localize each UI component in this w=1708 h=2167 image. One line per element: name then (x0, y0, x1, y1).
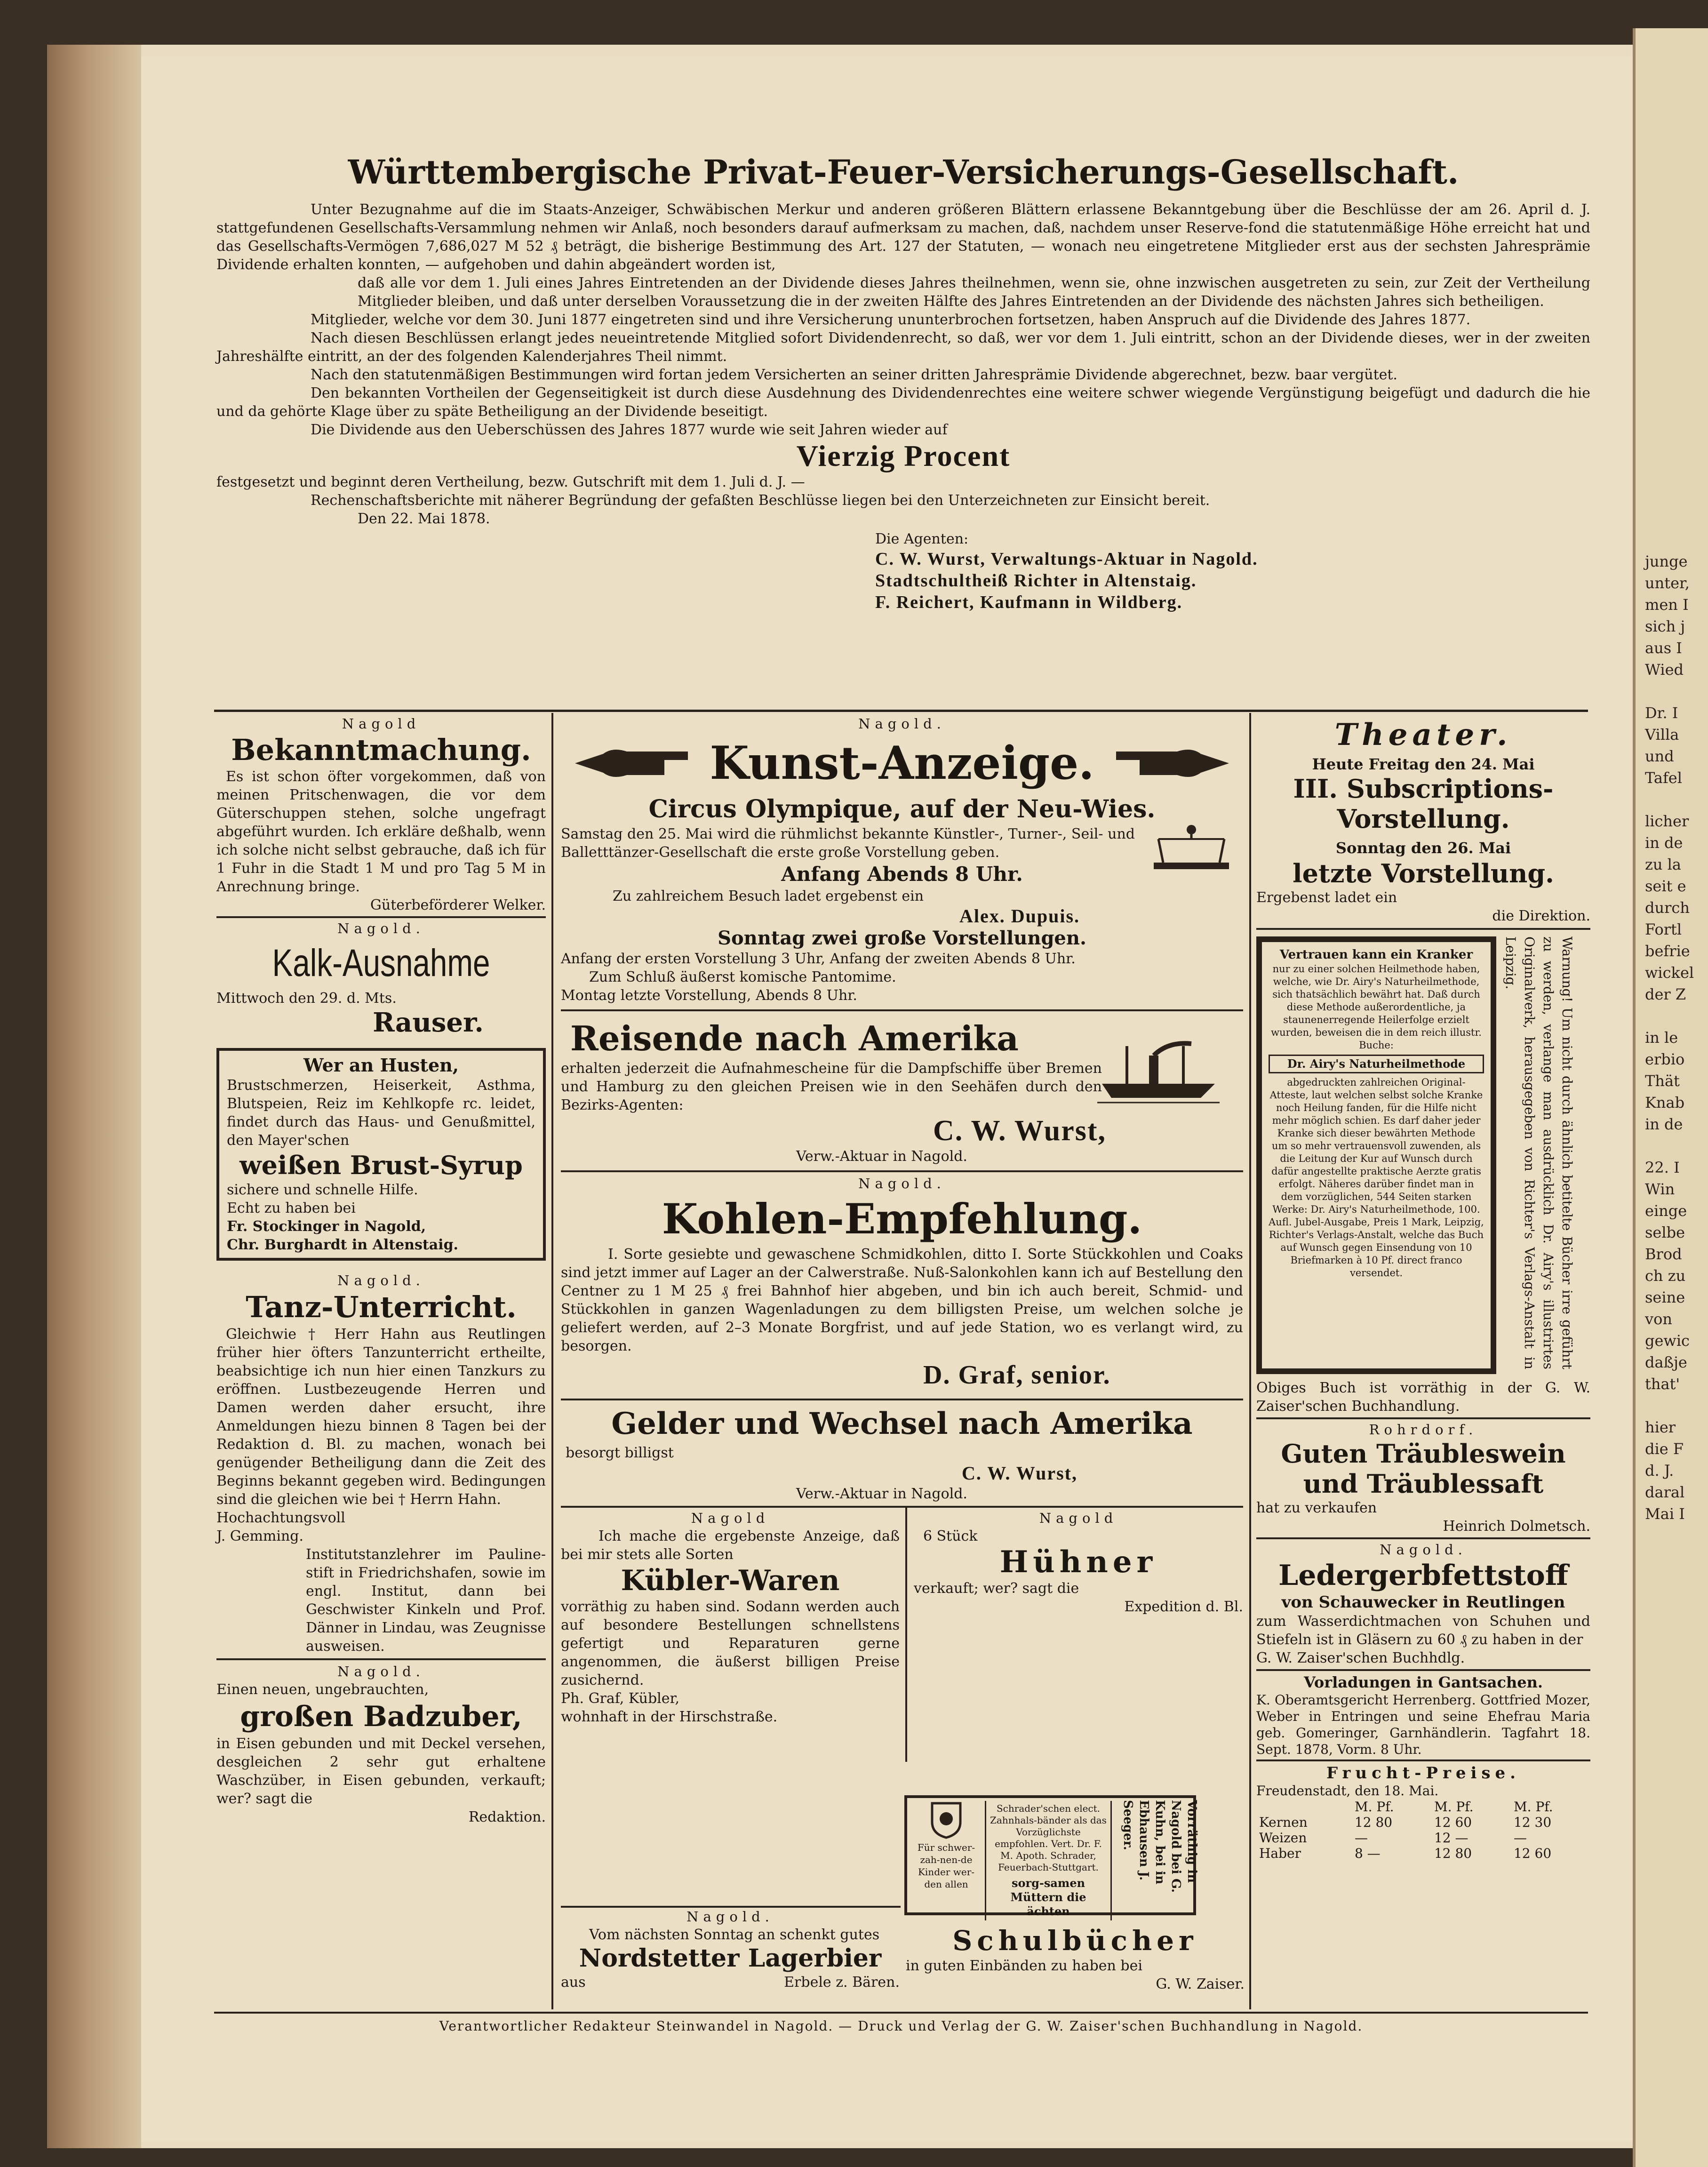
kunst-sub: Circus Olympique, auf der Neu-Wies. (648, 795, 1156, 824)
vorladung-title: Vorladungen in Gantsachen. (1304, 1673, 1543, 1691)
bek-place: Nagold (342, 716, 421, 732)
neighbor-line (1636, 1135, 1708, 1157)
tanz-sign: J. Gemming. (216, 1528, 304, 1544)
kunst-invite: Zu zahlreichem Besuch ladet ergebenst ein (613, 888, 924, 904)
frucht-val: — (1354, 1830, 1368, 1846)
frucht-name: Haber (1259, 1846, 1301, 1861)
header-rule (214, 710, 1588, 712)
col-1 (216, 715, 546, 1826)
badzuber-text: in Eisen gebunden und mit Deckel versehen, desgleichen 2 sehr gut erhaltene Waschzüber, in Eisen gebunden, verkauft; wer? sagt die (216, 1735, 546, 1807)
lagerbier-tail: aus (561, 1974, 586, 1991)
neighbor-line: wickel (1645, 964, 1694, 982)
theater-l1: Heute Freitag den 24. Mai (1312, 755, 1535, 773)
lagerbier-ad (561, 1908, 900, 1991)
feuer-p7: Die Dividende aus den Ueberschüssen des Jahres 1877 wurde wie seit Jahren wieder auf (311, 422, 948, 438)
kunst-t3: Zum Schluß äußerst komische Pantomime. (589, 969, 896, 985)
huehner-place: Nagold (1039, 1510, 1118, 1526)
badzuber-sign: Redaktion. (468, 1809, 546, 1825)
frucht-name: Weizen (1259, 1830, 1307, 1846)
wein-text: hat zu verkaufen (1256, 1500, 1377, 1516)
zahnhals-mid (985, 1801, 1112, 1920)
feuer-p6: Den bekannten Vortheilen der Gegenseitigkeit ist durch diese Ausdehnung des Dividendenrechtes eine weitere schwer wiegende Vergünstigung beigefügt und dadurch die hie und da gehörte Klage über zu späte Betheiligung an der Dividende beseitigt. (216, 385, 1590, 420)
neighbor-line: erbio (1645, 1050, 1685, 1068)
kohlen-title: Kohlen-Empfehlung. (662, 1194, 1142, 1243)
frucht-val: 12 60 (1434, 1815, 1472, 1830)
steamship-icon (1097, 1037, 1220, 1107)
kunst-sign: Alex. Dupuis. (959, 905, 1080, 927)
neighbor-line: von (1645, 1310, 1672, 1328)
husten-s2: Chr. Burghardt in Altenstaig. (227, 1237, 458, 1253)
neighbor-line: und (1645, 747, 1674, 765)
agents-head: Die Agenten: (875, 531, 969, 547)
kohlen-place: Nagold. (858, 1175, 946, 1191)
frucht-header-row (1256, 1799, 1590, 1815)
neighbor-line: unter, (1645, 574, 1690, 592)
agent-1: C. W. Wurst, Verwaltungs-Aktuar in Nagold. (875, 549, 1258, 569)
theater-sign: die Direktion. (1492, 908, 1590, 924)
zahnhals-a: Für schwer-zah-nen-de Kinder wer-den allen (917, 1842, 975, 1890)
neighbor-line: durch (1645, 899, 1690, 917)
feuer-p3: Mitglieder, welche vor dem 30. Juni 1877 eingetreten sind und ihre Versicherung ununterbrochen fortsetzen, haben Anspruch auf die Dividende des Jahres 1877. (311, 312, 1471, 328)
kunst-title: Kunst-Anzeige. (710, 736, 1094, 790)
feuer-title: Württembergische Privat-Feuer-Versicherungs-Gesellschaft. (348, 152, 1459, 192)
feuer-p2: daß alle vor dem 1. Juli eines Jahres Eintretenden an der Dividende dieses Jahres theilnehmen, wenn sie, ohne inzwischen ausgetreten zu sein, zur Zeit der Vertheilung Mitglieder bleiben, und daß unter derselben Voraussetzung die in der zweiten Hälfte des Jahres Eintretenden an der Dividende des nächsten Jahres sich betheiligen. (358, 275, 1590, 310)
zahnhals-ad-box (904, 1795, 1199, 1918)
schulbuecher-sign: G. W. Zaiser. (1156, 1976, 1245, 1992)
husten-s1: Fr. Stockinger in Nagold, (227, 1218, 426, 1235)
bek-title: Bekanntmachung. (231, 733, 531, 767)
col-rule-1 (551, 713, 553, 2009)
kunst-text: Samstag den 25. Mai wird die rühmlichst bekannte Künstler-, Turner-, Seil- und Balletttänzer-Gesellschaft die erste große Vorstellung geben. (561, 826, 1135, 861)
feuer-p8: festgesetzt und beginnt deren Vertheilung, bezw. Gutschrift mit dem 1. Juli d. J. — (216, 474, 805, 490)
neighbor-line: Brod (1645, 1245, 1682, 1263)
neighbor-line: der Z (1645, 985, 1686, 1003)
airy-tail: Obiges Buch ist vorräthig in der G. W. Zaiser'schen Buchhandlung. (1256, 1380, 1590, 1415)
airy-side-text: Warnung! Um nicht durch ähnlich betitelte Bücher irre geführt zu werden, verlange man ausdrücklich Dr. Airy's illustrirtes Originalwerk, herausgegeben von Richter's Verlags-Anstalt in Leipzig. (1503, 936, 1575, 1369)
zahnhals-d: Vorräthig in Nagold bei G. Kuhn, bei in Ebhausen J. Seeger. (1121, 1800, 1199, 1893)
amerika-sign: C. W. Wurst, (933, 1115, 1106, 1147)
frucht-table (1256, 1799, 1590, 1861)
tanz-sign2: Institutstanzlehrer im Pauline-stift in Friedrichshafen, sowie im engl. Institut, dann bei Geschwister Kinkeln und Prof. Dänner in Lindau, was Zeugnisse ausweisen. (306, 1546, 546, 1655)
feuer-p9: Rechenschaftsberichte mit näherer Begründung der gefaßten Beschlüsse liegen bei den Unterzeichneten zur Einsicht bereit. (311, 492, 1210, 509)
footer-text: Verantwortlicher Redakteur Steinwandel in Nagold. — Druck und Verlag der G. W. Zaiser'schen Buchhandlung in Nagold. (439, 2018, 1363, 2034)
lagerbier-place: Nagold. (686, 1909, 774, 1925)
frucht-col: M. Pf. (1513, 1799, 1553, 1815)
frucht-val: — (1513, 1830, 1527, 1846)
neighbor-line: Win (1645, 1180, 1675, 1198)
theater-big2: letzte Vorstellung. (1293, 858, 1554, 888)
leder-sub: von Schauwecker in Reutlingen (1281, 1593, 1565, 1612)
airy-head: Vertrauen kann ein Kranker (1279, 948, 1473, 962)
amerika-sign2: Verw.-Aktuar in Nagold. (796, 1148, 967, 1165)
neighbor-line (1636, 789, 1708, 810)
huehner-pre: 6 Stück (923, 1528, 978, 1544)
frucht-val: 8 — (1354, 1846, 1381, 1861)
badzuber-place: Nagold. (337, 1663, 425, 1679)
acrobat-icon (1144, 820, 1238, 881)
neighbor-line: licher (1645, 812, 1689, 830)
feuer-big: Vierzig Procent (796, 439, 1011, 472)
neighbor-line: Mai I (1645, 1505, 1685, 1523)
tanz-rule (216, 1658, 546, 1660)
wein-rule (1256, 1537, 1590, 1539)
airy-rule (1256, 1417, 1590, 1419)
bek-rule (216, 916, 546, 918)
kalk-sign: Rauser. (373, 1007, 484, 1038)
zahnhals-b: Schrader'schen elect. Zahnhals-bänder als das Vorzüglichste empfohlen. Vert. Dr. F. M. Apoth. Schrader, Feuerbach-Stuttgart. (990, 1803, 1107, 1873)
kohlen-sign: D. Graf, senior. (923, 1360, 1111, 1390)
kunst-place: Nagold. (858, 716, 946, 732)
zahnhals-c: sorg-samen Müttern die ächten (1010, 1876, 1086, 1918)
frucht-col: M. Pf. (1354, 1799, 1394, 1815)
airy-t2: abgedruckten zahlreichen Original-Atteste, laut welchen selbst solche Kranke noch Heilung fanden, für die Hilfe nicht mehr möglich schien. Es darf daher jeder Kranke sich dieser bewährten Methode um so mehr vertrauensvoll zuwenden, als die Leitung der Kur auf Wunsch durch dafür angestellte praktische Aerzte gratis erfolgt. Näheres darüber findet man in dem vorzüglichen, 544 Seiten starken Werke: Dr. Airy's Naturheilmethode, 100. Aufl. Jubel-Ausgabe, Preis 1 Mark, Leipzig, Richter's Verlags-Anstalt, welche das Buch auf Wunsch gegen Einsendung von 10 Briefmarken à 10 Pf. direct franco versendet. (1269, 1077, 1484, 1279)
neighbor-line: junge (1645, 552, 1688, 570)
theater-l3: Ergebenst ladet ein (1256, 889, 1397, 906)
feuer-p4: Nach diesen Beschlüssen erlangt jedes neueintretende Mitglied sofort Dividendenrecht, so daß, wer vor dem 1. Juli eintritt, schon an der Dividende dieses, wer in der zweiten Jahreshälfte eintritt, an der des folgenden Kalenderjahres Theil nimmt. (216, 330, 1590, 365)
lagerbier-pre: Vom nächsten Sonntag an schenkt gutes (589, 1927, 880, 1943)
kuebler-ad (561, 1510, 900, 1726)
neighbor-line: ch zu (1645, 1267, 1686, 1285)
tanz-greet: Hochachtungsvoll (216, 1510, 345, 1526)
neighbor-line: die F (1645, 1440, 1684, 1458)
huehner-sign: Expedition d. Bl. (1124, 1599, 1243, 1615)
kalk-title: Kalk-Ausnahme (272, 942, 490, 984)
neighbor-line: befrie (1645, 942, 1690, 960)
husten-head: Wer an Husten, (303, 1055, 459, 1076)
neighbor-line: aus I (1645, 639, 1682, 657)
husten-big: weißen Brust-Syrup (239, 1150, 523, 1180)
neighbor-line: seine (1645, 1288, 1685, 1306)
frucht-row (1256, 1846, 1590, 1861)
kalk-place: Nagold. (337, 920, 425, 936)
frucht-val: 12 — (1434, 1830, 1469, 1846)
frucht-val: 12 80 (1434, 1846, 1472, 1861)
leder-text: zum Wasserdichtmachen von Schuhen und Stiefeln ist in Gläsern zu 60 ₰ zu haben in der (1256, 1613, 1590, 1648)
neighbor-text (1636, 28, 1708, 1525)
huehner-title: Hühner (999, 1544, 1157, 1580)
frucht-val: 12 30 (1513, 1815, 1552, 1830)
neighbor-line (1636, 680, 1708, 702)
kohlen-rule (561, 1399, 1243, 1400)
feuer-agents (875, 530, 1590, 613)
husten-box (216, 1048, 546, 1261)
kohlen-text: I. Sorte gesiebte und gewaschene Schmidkohlen, ditto I. Sorte Stückkohlen und Coaks sind jetzt immer auf Lager an der Calwerstraße. Nuß-Salonkohlen kann ich auf Bestellung den Centner zu 1 M 25 ₰ frei Bahnhof hier abgeben, und bin ich auch bereit, Schmid- und Stückkohlen in ganzen Wagenladungen zu dem billigsten Preise, um welchen solche je geliefert werden, auf 2–3 Monate Borgfrist, und auf jede Station, wo es verlangt wird, zu besorgen. (561, 1246, 1243, 1354)
neighbor-line: zu la (1645, 856, 1681, 873)
schulbuecher-text: in guten Einbänden zu haben bei (906, 1958, 1142, 1974)
vorladung-text: K. Oberamtsgericht Herrenberg. Gottfried Mozer, Weber in Entringen und seine Ehefrau Maria geb. Gomeringer, Garnhändlerin. Tagfahrt 18. Sept. 1878, Vorm. 8 Uhr. (1256, 1692, 1590, 1757)
neighbor-line: that' (1645, 1375, 1680, 1393)
feuer-p1: Unter Bezugnahme auf die im Staats-Anzeiger, Schwäbischen Merkur und anderen größeren Blättern erlassene Bekanntgebung über die Beschlüsse der am 26. April d. J. stattgefundenen Gesellschafts-Versammlung nehmen wir Anlaß, noch besonders darauf aufmerksam zu machen, daß, nachdem unser Reserve-fond die statutenmäßige Höhe erreicht hat und das Gesellschafts-Vermögen 7,686,027 M 52 ₰ beträgt, die bisherige Bestimmung des Art. 127 der Statuten, — wonach neu eingetretene Mitglieder erst aus der sechsten Jahresprämie Dividende erhalten konnten, — aufgehoben und dahin abgeändert worden ist, (216, 201, 1590, 273)
neighbor-line: daßje (1645, 1353, 1687, 1371)
neighbor-line: selbe (1645, 1223, 1685, 1241)
kuebler-text2: vorräthig zu haben sind. Sodann werden auch auf besondere Bestellungen schnellstens gefertigt und Reparaturen gerne angenommen, die äußerst billigen Preise zusichernd. (561, 1599, 900, 1688)
pointing-hand-right-icon (1111, 737, 1234, 789)
badzuber-title: großen Badzuber, (240, 1700, 522, 1733)
wein-place: Rohrdorf. (1369, 1422, 1478, 1438)
neighbor-line: Wied (1645, 661, 1684, 679)
huehner-text: verkauft; wer? sagt die (914, 1580, 1079, 1597)
feuer-date: Den 22. Mai 1878. (358, 511, 490, 527)
leder-rule (1256, 1669, 1590, 1671)
col-rule-2 (1249, 713, 1251, 2009)
feuer-p5: Nach den statutenmäßigen Bestimmungen wird fortan jedem Versicherten an seiner dritten Jahresprämie Dividende abgerechnet, bezw. baar vergütet. (311, 367, 1397, 383)
book-spine (47, 45, 141, 2148)
kunst-sunday: Sonntag zwei große Vorstellungen. (718, 927, 1086, 949)
neighbor-line: in de (1645, 834, 1683, 852)
footer-rule (214, 2012, 1588, 2014)
frucht-row (1256, 1815, 1590, 1830)
subcol-rule (905, 1508, 907, 1762)
kunst-t4: Montag letzte Vorstellung, Abends 8 Uhr. (561, 987, 857, 1004)
tanz-text: Gleichwie † Herr Hahn aus Reutlingen früher hier öfters Tanzunterricht ertheilte, beabsichtige ich nun hier einen Tanzkurs zu eröffnen. Lustbezeugende Herren und Damen werden daher ersucht, ihre Anmeldungen hiezu binnen 8 Tagen bei der Redaktion d. Bl. zu machen, wonach bei genügender Betheiligung dann die Zeit des Beginns bekannt gegeben wird. Bedingungen sind die gleichen wie bei † Herrn Hahn. (216, 1326, 546, 1508)
amerika-title: Reisende nach Amerika (570, 1018, 1019, 1058)
frucht-title: Frucht-Preise. (1326, 1764, 1521, 1783)
gelder-sign2: Verw.-Aktuar in Nagold. (796, 1486, 967, 1502)
neighbor-line: seit e (1645, 877, 1686, 895)
huehner-ad (914, 1510, 1243, 1616)
leder-title: Ledergerbfettstoff (1278, 1559, 1568, 1592)
kuebler-place: Nagold (691, 1510, 770, 1526)
neighbor-line: Dr. I (1645, 704, 1678, 722)
tanz-title: Tanz-Unterricht. (246, 1290, 517, 1324)
neighbor-page-edge (1633, 28, 1708, 2167)
neighbor-line: Fortl (1645, 920, 1682, 938)
theater-rule (1256, 928, 1590, 930)
neighbor-line: Villa (1645, 726, 1679, 744)
lagerbier-sign: Erbele z. Bären. (784, 1974, 900, 1991)
theater-big: III. Subscriptions-Vorstellung. (1293, 774, 1554, 834)
col-2 (561, 715, 1243, 1762)
lagerbier-title: Nordstetter Lagerbier (579, 1944, 882, 1973)
bek-text: Es ist schon öfter vorgekommen, daß von meinen Pritschenwagen, die vor dem Güterschuppen stehen, solche ungefragt abgeführt wurden. Ich erkläre deßhalb, wenn ich solche nicht selbst gebrauche, daß ich für 1 Fuhr in die Stadt 1 M und pro Tag 5 M in Anrechnung bringe. (216, 768, 546, 895)
lagerbier-top-rule (561, 1906, 901, 1908)
airy-box (1256, 936, 1496, 1374)
husten-text: Brustschmerzen, Heiserkeit, Asthma, Blutspeien, Reiz im Kehlkopfe rc. leidet, findet durch das Haus- und Genußmittel, den Mayer'schen (227, 1077, 535, 1149)
neighbor-line: men I (1645, 596, 1689, 614)
neighbor-line: Thät (1645, 1072, 1680, 1090)
zahnhals-right (1120, 1800, 1199, 1913)
bek-sign: Güterbeförderer Welker. (370, 897, 546, 913)
agent-2: Stadtschultheiß Richter in Altenstaig. (875, 571, 1197, 591)
kuebler-sign2: wohnhaft in der Hirschstraße. (561, 1709, 778, 1725)
airy-band: Dr. Airy's Naturheilmethode (1269, 1055, 1484, 1073)
agent-3: F. Reichert, Kaufmann in Wildberg. (875, 592, 1183, 612)
shield-icon (930, 1801, 963, 1839)
neighbor-line: in de (1645, 1115, 1683, 1133)
kunst-rule (561, 1009, 1243, 1011)
airy-side (1501, 936, 1590, 1374)
schulbuecher-title: Schulbücher (952, 1925, 1198, 1957)
kuebler-text: Ich mache die ergebenste Anzeige, daß bei mir stets alle Sorten (561, 1528, 900, 1563)
neighbor-line: hier (1645, 1418, 1676, 1436)
neighbor-line: Knab (1645, 1094, 1685, 1111)
kalk-line: Mittwoch den 29. d. Mts. (216, 990, 397, 1007)
col-3 (1256, 715, 1590, 1861)
leder-sign: G. W. Zaiser'schen Buchhdlg. (1256, 1650, 1465, 1666)
frucht-val: 12 60 (1513, 1846, 1552, 1861)
husten-echt: Echt zu haben bei (227, 1200, 356, 1216)
gelder-sign: C. W. Wurst, (962, 1463, 1077, 1484)
neighbor-line: 22. I (1645, 1159, 1680, 1176)
neighbor-line: daral (1645, 1483, 1685, 1501)
zahnhals-left (911, 1801, 982, 1890)
amerika-rule (561, 1170, 1243, 1172)
frucht-col: M. Pf. (1434, 1799, 1474, 1815)
kunst-start: Anfang Abends 8 Uhr. (781, 863, 1023, 886)
schulbuecher-ad (906, 1925, 1245, 1993)
gelder-text: besorgt billigst (566, 1445, 674, 1461)
kuebler-title: Kübler-Waren (621, 1564, 840, 1597)
neighbor-line: in le (1645, 1029, 1678, 1047)
neighbor-line: d. J. (1645, 1462, 1674, 1479)
gelder-title: Gelder und Wechsel nach Amerika (611, 1406, 1193, 1441)
kuebler-sign: Ph. Graf, Kübler, (561, 1690, 680, 1707)
husten-tail: sichere und schnelle Hilfe. (227, 1182, 418, 1198)
theater-l2: Sonntag den 26. Mai (1335, 839, 1511, 857)
feuer-ad (216, 151, 1590, 613)
theater-title: Theater. (1334, 717, 1512, 752)
kunst-t2: Anfang der ersten Vorstellung 3 Uhr, Anfang der zweiten Abends 8 Uhr. (561, 951, 1076, 967)
leder-place: Nagold. (1380, 1542, 1467, 1558)
frucht-row (1256, 1830, 1590, 1846)
wein-title: Guten Träubleswein und Träublessaft (1281, 1439, 1566, 1499)
tanz-place: Nagold. (337, 1272, 425, 1288)
badzuber-pre: Einen neuen, ungebrauchten, (216, 1681, 429, 1698)
vorladung-rule (1256, 1759, 1590, 1761)
frucht-name: Kernen (1259, 1815, 1308, 1830)
frucht-val: 12 80 (1354, 1815, 1393, 1830)
neighbor-line: Tafel (1645, 769, 1682, 787)
neighbor-line: einge (1645, 1202, 1687, 1220)
airy-t1: nur zu einer solchen Heilmethode haben, welche, wie Dr. Airy's Naturheilmethode, sich thatsächlich bewährt hat. Daß durch diese Methode außerordentliche, ja staunenerregende Heilerfolge erzielt wurden, beweisen die in dem reich illustr. Buche: (1271, 963, 1482, 1051)
wein-sign: Heinrich Dolmetsch. (1443, 1518, 1590, 1535)
neighbor-line (1636, 1005, 1708, 1027)
neighbor-line (1636, 1395, 1708, 1416)
frucht-sub: Freudenstadt, den 18. Mai. (1256, 1783, 1439, 1799)
neighbor-line: sich j (1645, 617, 1685, 635)
amerika-text: erhalten jederzeit die Aufnahmescheine für die Dampfschiffe über Bremen und Hamburg zu den gleichen Preisen wie in den Seehäfen durch den Bezirks-Agenten: (561, 1060, 1102, 1113)
neighbor-line: gewic (1645, 1332, 1690, 1350)
pointing-hand-left-icon (570, 737, 693, 789)
